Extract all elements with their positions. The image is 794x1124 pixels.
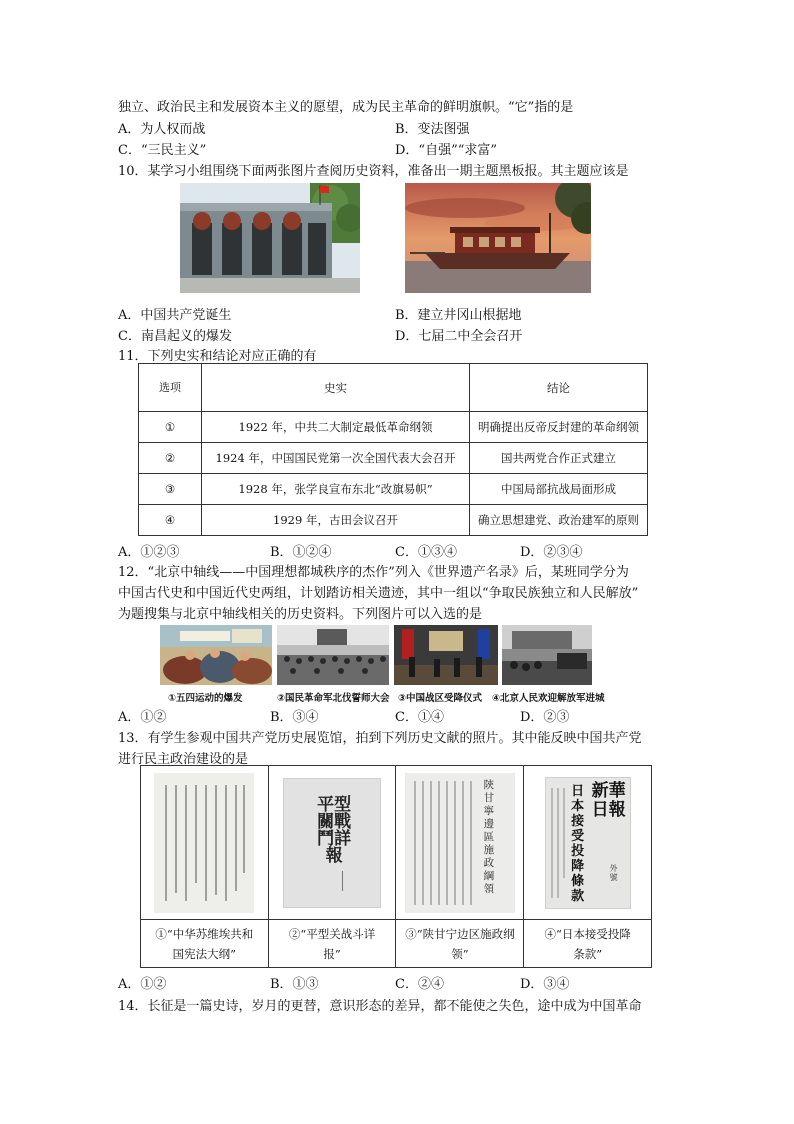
doc-cell-2 <box>268 766 396 920</box>
doc-image-xinhua-daily <box>545 777 631 909</box>
q12-stem-line-3: 为题搜集与北京中轴线相关的历史资料。下列图片可以入选的是 <box>118 607 483 622</box>
q11-option-a: A．①②③ <box>118 545 180 560</box>
photo-red-boat <box>405 183 591 293</box>
q9-option-d: D．“自强”“求富” <box>395 143 498 158</box>
q12-stem-line-1: 12．“北京中轴线——中国理想都城秩序的杰作”列入《世界遗产名录》后，某班同学分为 <box>118 565 629 580</box>
photo-china-theater-surrender <box>394 625 498 685</box>
q13-option-c: C．②④ <box>395 977 444 992</box>
doc-caption-4-line-2: 条款” <box>573 946 603 961</box>
q11-stem: 11．下列史实和结论对应正确的有 <box>118 349 317 364</box>
doc-caption-1-line-1: ①“中华苏维埃共和 <box>155 926 254 941</box>
doc4-masthead: 新華日報 <box>591 780 626 820</box>
doc-caption-3-line-1: ③“陕甘宁边区施政纲 <box>405 926 515 941</box>
q11-option-d: D．②③④ <box>520 545 583 560</box>
row-number: ④ <box>139 505 202 536</box>
q12-caption-3: ③中国战区受降仪式 <box>398 693 483 704</box>
photo-may-fourth-movement <box>160 625 272 685</box>
q13-option-a: A．①② <box>118 977 167 992</box>
header-option: 选项 <box>139 364 202 412</box>
q12-option-d: D．②③ <box>520 710 570 725</box>
row-number: ① <box>139 412 202 443</box>
q9-option-b: B．变法图强 <box>395 122 470 137</box>
doc-cell-4 <box>524 766 652 920</box>
doc-image-pingxingguan-report <box>283 778 381 908</box>
doc-caption-4-line-1: ④“日本接受投降 <box>544 926 631 941</box>
doc-caption-1-line-2: 国宪法大纲” <box>172 946 237 961</box>
q13-option-b: B．①③ <box>270 977 319 992</box>
doc-caption-3-line-2: 领” <box>451 946 469 961</box>
doc-cell-1 <box>141 766 269 920</box>
table-row <box>139 443 648 474</box>
q9-stem-tail: 独立、政治民主和发展资本主义的愿望，成为民主革命的鲜明旗帜。“它”指的是 <box>118 100 574 115</box>
doc-caption-2-line-1: ②“平型关战斗详 <box>288 926 376 941</box>
doc2-title: 平型關戰鬥詳報 <box>317 794 352 866</box>
q10-option-a: A．中国共产党诞生 <box>118 308 232 323</box>
q10-option-c: C．南昌起义的爆发 <box>118 329 232 344</box>
doc3-title: 陝甘寧邊區施政綱領 <box>481 779 497 896</box>
q13-option-d: D．③④ <box>520 977 570 992</box>
row-conclusion: 明确提出反帝反封建的革命纲领 <box>469 412 647 443</box>
photo-northern-expedition-rally <box>277 625 389 685</box>
q12-caption-1: ①五四运动的爆发 <box>168 693 243 704</box>
q13-stem-line-2: 进行民主政治建设的是 <box>118 752 249 767</box>
q14-stem: 14．长征是一篇史诗，岁月的更替，意识形态的差异，都不能使之失色，途中成为中国革命 <box>118 999 642 1014</box>
row-number: ③ <box>139 474 202 505</box>
q11-option-b: B．①②④ <box>270 545 332 560</box>
row-conclusion: 国共两党合作正式建立 <box>469 443 647 474</box>
photo-first-congress-site <box>180 183 360 293</box>
q10-option-b: B．建立井冈山根据地 <box>395 308 522 323</box>
doc-image-shaanganning-program <box>405 773 515 913</box>
table-row <box>139 412 648 443</box>
header-fact: 史实 <box>202 364 470 412</box>
row-fact: 1928 年，张学良宣布东北“改旗易帜” <box>202 474 470 505</box>
photo-beijing-welcomes-pla <box>502 625 592 685</box>
doc-caption-3 <box>396 920 524 968</box>
q12-stem-line-2: 中国古代史和中国近代史两组，计划踏访相关遗迹，其中一组以“争取民族独立和人民解放” <box>118 586 639 601</box>
table-row <box>139 474 648 505</box>
doc4-headline: 日本接受投降條款 <box>571 783 585 904</box>
q12-option-c: C．①④ <box>395 710 444 725</box>
row-fact: 1929 年，古田会议召开 <box>202 505 470 536</box>
header-conclusion: 结论 <box>469 364 647 412</box>
table-row <box>139 505 648 536</box>
q13-captions-row <box>141 920 652 968</box>
row-conclusion: 确立思想建党、政治建军的原则 <box>469 505 647 536</box>
q12-option-a: A．①② <box>118 710 167 725</box>
doc-image-constitution-outline <box>154 773 254 913</box>
q11-option-c: C．①③④ <box>395 545 457 560</box>
doc-caption-2 <box>268 920 396 968</box>
q11-table-header <box>139 364 648 412</box>
doc-caption-4 <box>524 920 652 968</box>
q10-option-d: D．七届二中全会召开 <box>395 329 523 344</box>
q13-stem-line-1: 13．有学生参观中国共产党历史展览馆，拍到下列历史文献的照片。其中能反映中国共产党 <box>118 731 642 746</box>
doc4-side-label: 外號 <box>609 863 618 882</box>
q12-caption-4: ④北京人民欢迎解放军进城 <box>492 693 605 704</box>
q13-images-row <box>141 766 652 920</box>
q12-option-b: B．③④ <box>270 710 319 725</box>
q9-option-a: A．为人权而战 <box>118 122 206 137</box>
q13-documents-table <box>140 765 652 968</box>
row-fact: 1924 年，中国国民党第一次全国代表大会召开 <box>202 443 470 474</box>
q12-caption-2: ②国民革命军北伐誓师大会 <box>277 693 390 704</box>
doc-caption-2-line-2: 报” <box>323 946 341 961</box>
doc-caption-1 <box>141 920 269 968</box>
row-fact: 1922 年，中共二大制定最低革命纲领 <box>202 412 470 443</box>
row-number: ② <box>139 443 202 474</box>
q11-table <box>138 363 648 536</box>
q10-stem: 10．某学习小组围绕下面两张图片查阅历史资料，准备出一期主题黑板报。其主题应该是 <box>118 164 629 179</box>
q9-option-c: C．“三民主义” <box>118 143 207 158</box>
doc-cell-3 <box>396 766 524 920</box>
row-conclusion: 中国局部抗战局面形成 <box>469 474 647 505</box>
